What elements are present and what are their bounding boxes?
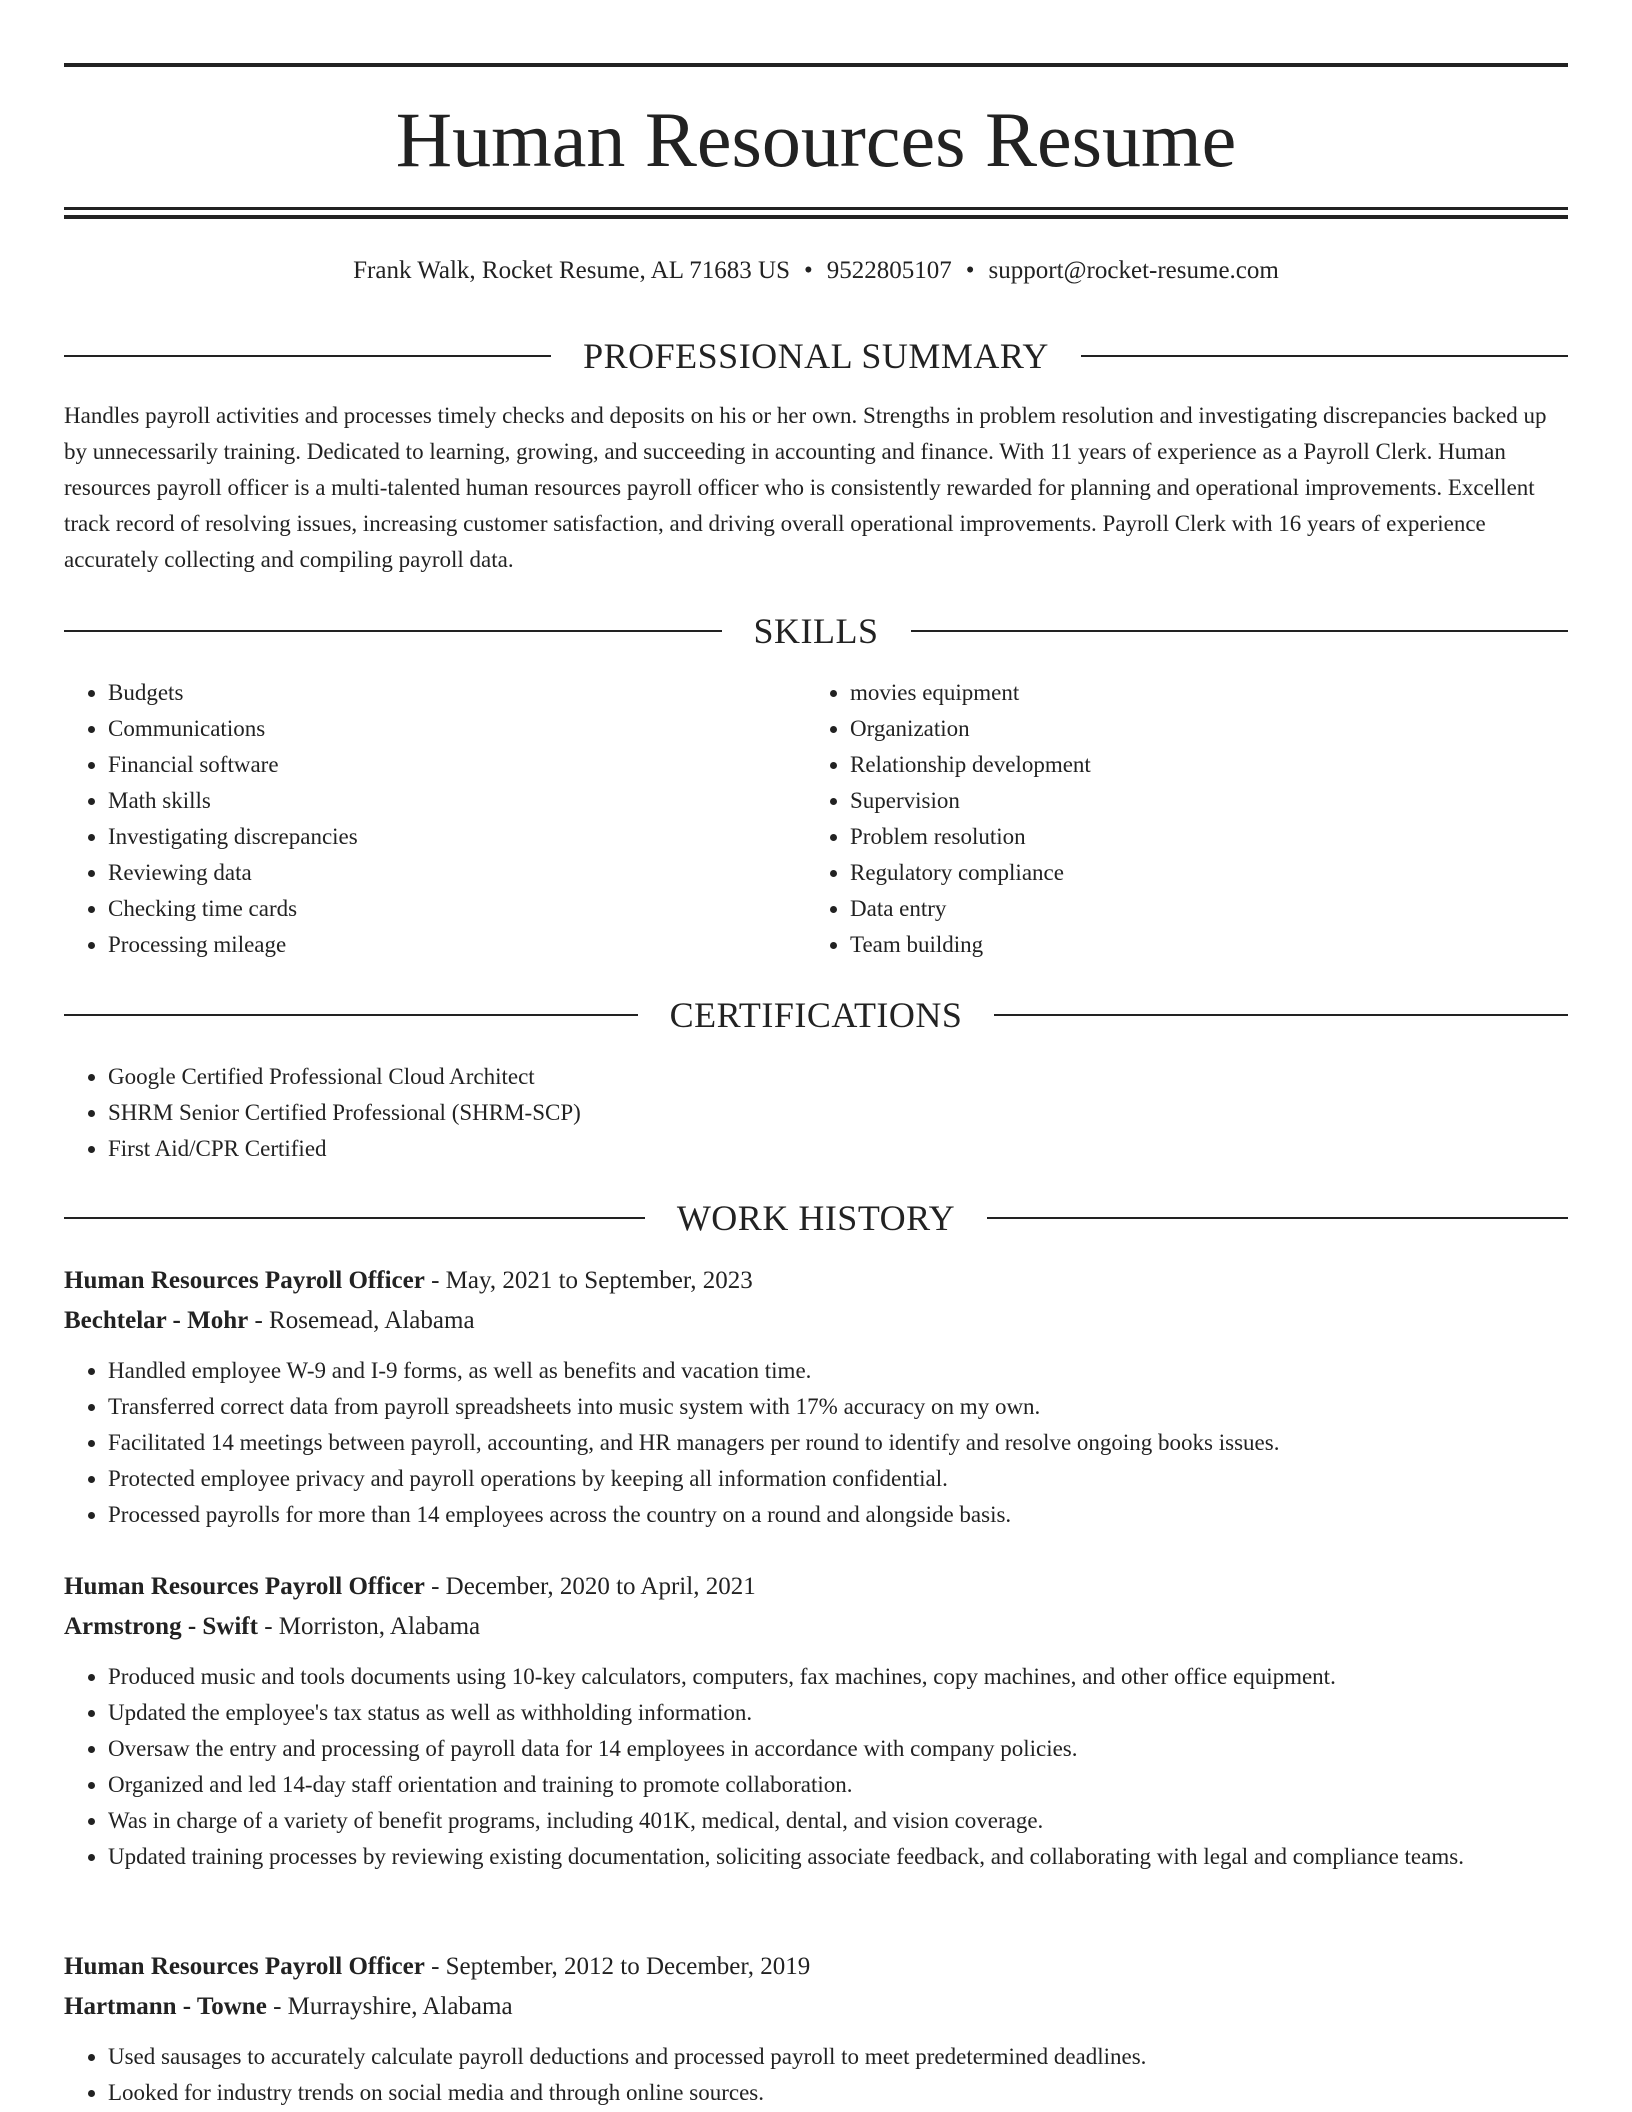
certification-item: • Google Certified Professional Cloud Architect xyxy=(108,1059,1568,1095)
skill-item: • Budgets xyxy=(108,675,764,711)
skills-column-right xyxy=(806,675,1546,963)
job-title: Human Resources Payroll Officer xyxy=(64,1953,425,1980)
job-company: Bechtelar - Mohr xyxy=(64,1307,249,1334)
certification-item: • First Aid/CPR Certified xyxy=(108,1131,1568,1167)
section-heading-certifications xyxy=(64,993,1568,1037)
job-bullet: • Was in charge of a variety of benefit programs, including 401K, medical, dental, and vision coverage. xyxy=(108,1803,1568,1839)
skill-item: • Investigating discrepancies xyxy=(108,819,764,855)
job-dates: - September, 2012 to December, 2019 xyxy=(424,1953,811,1980)
section-heading-skills xyxy=(64,609,1568,653)
section-title: CERTIFICATIONS xyxy=(669,995,963,1035)
skill-item: • Organization xyxy=(850,711,1546,747)
job-entry xyxy=(64,1947,1568,2111)
skill-item: • Processing mileage xyxy=(108,927,764,963)
section-title: WORK HISTORY xyxy=(676,1198,956,1238)
job-entry xyxy=(64,1261,1568,1533)
skill-item: • Relationship development xyxy=(850,747,1546,783)
job-company-line xyxy=(64,1607,1568,1647)
contact-separator: • xyxy=(965,257,975,284)
job-title-line xyxy=(64,1947,1568,1987)
job-bullets xyxy=(64,1659,1568,1875)
job-company-line xyxy=(64,1987,1568,2027)
contact-separator: • xyxy=(804,257,813,284)
job-bullet: • Oversaw the entry and processing of payroll data for 14 employees in accordance with company policies. xyxy=(108,1731,1568,1767)
skill-item: • Problem resolution xyxy=(850,819,1546,855)
section-heading-summary xyxy=(64,334,1568,378)
skill-item: • Financial software xyxy=(108,747,764,783)
job-bullet: • Handled employee W-9 and I-9 forms, as well as benefits and vacation time. xyxy=(108,1353,1568,1389)
summary-text: Handles payroll activities and processes timely checks and deposits on his or her own. Strengths in problem resolution and investigating discrepancies backed up by unnecessarily training. Dedicated to learning, growing, and succeeding in accounting and finance. With 11 years of experience as a Payroll Clerk. Human resources payroll officer is a multi-talented human resources payroll officer who is consistently rewarded for planning and operational improvements. Excellent track record of resolving issues, increasing customer satisfaction, and driving overall operational improvements. Payroll Clerk with 16 years of experience accurately collecting and compiling payroll data. xyxy=(64,403,1547,572)
job-location: - Rosemead, Alabama xyxy=(248,1307,475,1334)
job-bullet: • Updated the employee's tax status as well as withholding information. xyxy=(108,1695,1568,1731)
heading-rule xyxy=(64,1217,645,1219)
certification-item: • SHRM Senior Certified Professional (SHRM-SCP) xyxy=(108,1095,1568,1131)
heading-rule xyxy=(64,355,551,357)
skill-item: • Supervision xyxy=(850,783,1546,819)
job-location: - Morriston, Alabama xyxy=(257,1613,481,1640)
job-dates: - December, 2020 to April, 2021 xyxy=(424,1573,756,1600)
job-location: - Murrayshire, Alabama xyxy=(266,1993,513,2020)
skill-item: • Checking time cards xyxy=(108,891,764,927)
job-title-line xyxy=(64,1261,1568,1301)
skill-item: • movies equipment xyxy=(850,675,1546,711)
job-bullet: • Looked for industry trends on social media and through online sources. xyxy=(108,2075,1568,2111)
job-bullet: • Facilitated 14 meetings between payroll, accounting, and HR managers per round to identify and resolve ongoing books issues. xyxy=(108,1425,1568,1461)
job-company: Armstrong - Swift xyxy=(64,1613,258,1640)
section-title: SKILLS xyxy=(753,611,879,651)
contact-email[interactable]: support@rocket-resume.com xyxy=(988,257,1279,284)
job-title: Human Resources Payroll Officer xyxy=(64,1573,425,1600)
section-title: PROFESSIONAL SUMMARY xyxy=(583,336,1049,376)
skill-item: • Reviewing data xyxy=(108,855,764,891)
skill-item: • Data entry xyxy=(850,891,1546,927)
job-entry xyxy=(64,1567,1568,1875)
heading-rule xyxy=(987,1217,1568,1219)
heading-rule xyxy=(64,1014,638,1016)
job-bullet: • Produced music and tools documents using 10-key calculators, computers, fax machines, copy machines, and other office equipment. xyxy=(108,1659,1568,1695)
skill-item: • Team building xyxy=(850,927,1546,963)
contact-line xyxy=(64,254,1568,288)
header-double-rule-lower xyxy=(64,215,1568,219)
job-bullet: • Protected employee privacy and payroll operations by keeping all information confidential. xyxy=(108,1461,1568,1497)
job-bullet: • Transferred correct data from payroll spreadsheets into music system with 17% accuracy on my own. xyxy=(108,1389,1568,1425)
heading-rule xyxy=(911,630,1569,632)
job-bullet: • Organized and led 14-day staff orientation and training to promote collaboration. xyxy=(108,1767,1568,1803)
skills-column-left xyxy=(64,675,764,963)
contact-address: Frank Walk, Rocket Resume, AL 71683 US xyxy=(353,257,790,284)
header-double-rule-upper xyxy=(64,207,1568,210)
job-bullet: • Used sausages to accurately calculate payroll deductions and processed payroll to meet predetermined deadlines. xyxy=(108,2039,1568,2075)
job-company-line xyxy=(64,1301,1568,1341)
section-heading-work-history xyxy=(64,1196,1568,1240)
header-top-rule xyxy=(64,63,1568,67)
job-bullet: • Updated training processes by reviewing existing documentation, soliciting associate feedback, and collaborating with legal and compliance teams. xyxy=(108,1839,1568,1875)
certifications-list xyxy=(64,1059,1568,1167)
job-bullet: • Processed payrolls for more than 14 employees across the country on a round and alongside basis. xyxy=(108,1497,1568,1533)
job-bullets xyxy=(64,1353,1568,1533)
heading-rule xyxy=(1081,355,1568,357)
job-company: Hartmann - Towne xyxy=(64,1993,267,2020)
heading-rule xyxy=(64,630,722,632)
skill-item: • Math skills xyxy=(108,783,764,819)
job-title: Human Resources Payroll Officer xyxy=(64,1267,425,1294)
resume-title: Human Resources Resume xyxy=(395,96,1237,183)
skill-item: • Communications xyxy=(108,711,764,747)
heading-rule xyxy=(994,1014,1568,1016)
skill-item: • Regulatory compliance xyxy=(850,855,1546,891)
contact-phone[interactable]: 9522805107 xyxy=(826,257,952,284)
job-dates: - May, 2021 to September, 2023 xyxy=(424,1267,753,1294)
job-bullets xyxy=(64,2039,1568,2111)
job-title-line xyxy=(64,1567,1568,1607)
